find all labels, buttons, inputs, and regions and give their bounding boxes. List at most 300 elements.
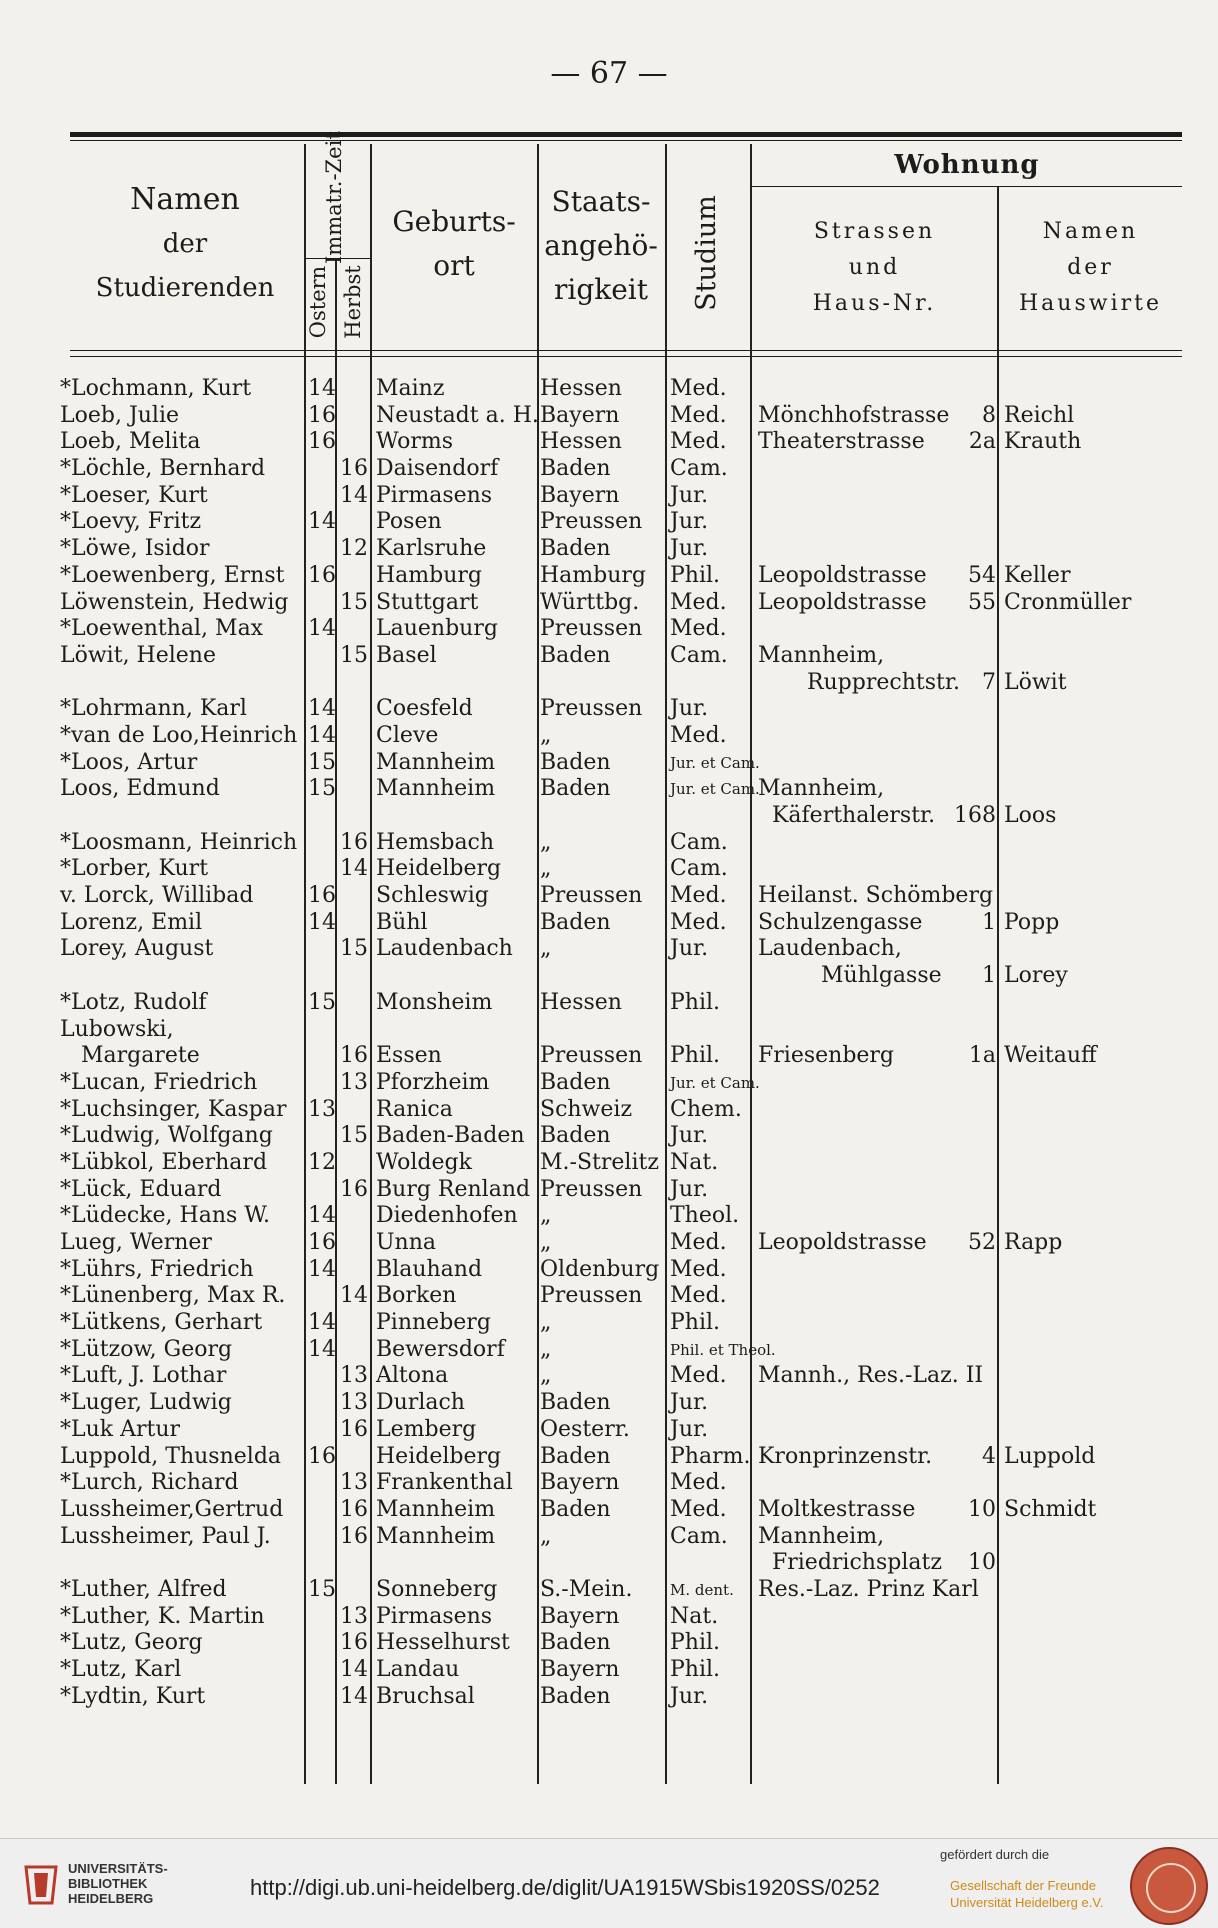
table-row: [0, 1630, 1218, 1657]
table-row: [0, 643, 1218, 670]
citizenship: „: [540, 1363, 552, 1389]
student-name: *Löwe, Isidor: [60, 536, 210, 562]
field-of-study: Phil.: [670, 562, 721, 588]
term-ostern: 12: [308, 1149, 336, 1175]
sponsor-label: gefördert durch die: [940, 1847, 1050, 1862]
field-of-study: Med.: [670, 616, 727, 642]
table-row: [0, 509, 1218, 536]
citizenship: Bayern: [540, 402, 620, 428]
birthplace: Diedenhofen: [376, 1203, 518, 1229]
field-of-study: Med.: [670, 909, 727, 935]
citizenship: Oldenburg: [540, 1256, 660, 1282]
citizenship: Baden: [540, 1630, 611, 1656]
citizenship: Bayern: [540, 1470, 620, 1496]
student-name: v. Lorck, Willibad: [60, 883, 254, 909]
field-of-study: Jur.: [670, 1683, 709, 1709]
street-address: Theaterstrasse: [758, 429, 925, 455]
citizenship: Preussen: [540, 509, 643, 535]
field-of-study: Jur.: [670, 1416, 709, 1442]
header-name-column: Namen der Studierenden: [95, 182, 275, 303]
table-row: [0, 403, 1218, 430]
table-row: [0, 963, 1218, 990]
house-number: 1a: [968, 1043, 996, 1069]
citizenship: Baden: [540, 536, 611, 562]
term-herbst: 15: [340, 936, 368, 962]
birthplace: Posen: [376, 509, 442, 535]
street-address: Rupprechtstr.: [758, 669, 960, 695]
citizenship: Hessen: [540, 429, 622, 455]
table-row: [0, 1123, 1218, 1150]
birthplace: Bewersdorf: [376, 1336, 505, 1362]
term-herbst: 16: [340, 1630, 368, 1656]
birthplace: Mannheim: [376, 776, 496, 802]
house-number: 55: [968, 589, 996, 615]
field-of-study: M. dent.: [670, 1580, 734, 1599]
birthplace: Mannheim: [376, 749, 496, 775]
student-name: *Loosmann, Heinrich: [60, 829, 298, 855]
landlord-name: Keller: [1004, 562, 1071, 588]
birthplace: Pirmasens: [376, 482, 493, 508]
term-ostern: 14: [308, 696, 336, 722]
citizenship: „: [540, 1336, 552, 1362]
header-birthplace: Geburts- ort: [392, 205, 516, 282]
house-number: 10: [968, 1496, 996, 1522]
header-herbst: Herbst: [341, 265, 365, 339]
field-of-study: Cam.: [670, 456, 728, 482]
citizenship: Preussen: [540, 616, 643, 642]
term-ostern: 15: [308, 776, 336, 802]
field-of-study: Med.: [670, 1496, 727, 1522]
citizenship: S.-Mein.: [540, 1576, 633, 1602]
term-herbst: 16: [340, 1416, 368, 1442]
street-address: Moltkestrasse: [758, 1496, 916, 1522]
student-name: *Lucan, Friedrich: [60, 1069, 258, 1095]
landlord-name: Schmidt: [1004, 1496, 1097, 1522]
student-name: *Lübkol, Eberhard: [60, 1149, 268, 1175]
source-url[interactable]: http://digi.ub.uni-heidelberg.de/diglit/UA1915WSbis1920SS/0252: [250, 1875, 880, 1900]
term-herbst: 13: [340, 1363, 368, 1389]
citizenship: Baden: [540, 642, 611, 668]
table-row: [0, 1657, 1218, 1684]
term-herbst: 16: [340, 1176, 368, 1202]
birthplace: Ranica: [376, 1096, 453, 1122]
term-herbst: 16: [340, 829, 368, 855]
birthplace: Durlach: [376, 1390, 465, 1416]
citizenship: Bayern: [540, 1657, 620, 1682]
house-number: 1: [982, 963, 996, 989]
street-address: Mannheim,: [758, 776, 885, 802]
term-herbst: 16: [340, 1496, 368, 1522]
birthplace: Monsheim: [376, 989, 493, 1015]
birthplace: Essen: [376, 1043, 442, 1069]
field-of-study: Nat.: [670, 1149, 719, 1175]
street-address: Leopoldstrasse: [758, 562, 927, 588]
street-address: Friesenberg: [758, 1043, 895, 1069]
student-name: Lorey, August: [60, 936, 214, 962]
table-row: [0, 1524, 1218, 1551]
table-row: [0, 1390, 1218, 1417]
birthplace: Unna: [376, 1230, 436, 1255]
birthplace: Lemberg: [376, 1416, 477, 1442]
street-address: Schulzengasse: [758, 909, 923, 935]
street-address: Friedrichsplatz: [758, 1550, 942, 1576]
field-of-study: Jur. et Cam.: [670, 1073, 760, 1092]
term-ostern: 14: [308, 1336, 336, 1362]
student-name: Loeb, Melita: [60, 429, 201, 455]
landlord-name: Luppold: [1004, 1443, 1096, 1469]
field-of-study: Phil.: [670, 1657, 721, 1682]
student-name: *Loewenthal, Max: [60, 616, 264, 642]
street-address: Käferthalerstr.: [758, 803, 936, 828]
birthplace: Bruchsal: [376, 1683, 475, 1709]
field-of-study: Phil.: [670, 989, 721, 1015]
table-row: [0, 1177, 1218, 1204]
citizenship: Hessen: [540, 989, 622, 1015]
term-ostern: 16: [308, 1230, 336, 1255]
citizenship: Preussen: [540, 1043, 643, 1069]
student-name: *Lührs, Friedrich: [60, 1256, 254, 1282]
street-address: Mönchhofstrasse: [758, 402, 950, 428]
field-of-study: Jur.: [670, 1176, 709, 1202]
table-row: [0, 1363, 1218, 1390]
student-name: *Lorber, Kurt: [60, 856, 209, 882]
birthplace: Woldegk: [376, 1149, 472, 1175]
student-name: *Lutz, Georg: [60, 1630, 203, 1656]
citizenship: Preussen: [540, 696, 643, 722]
citizenship: Preussen: [540, 883, 643, 909]
table-row: [0, 1203, 1218, 1230]
student-name: *Loeser, Kurt: [60, 482, 208, 508]
header-street: Strassen und Haus-Nr.: [812, 219, 937, 316]
citizenship: Württbg.: [540, 589, 640, 615]
field-of-study: Jur.: [670, 936, 709, 962]
header-top-rule-thin: [70, 140, 1182, 141]
birthplace: Schleswig: [376, 883, 489, 909]
table-row: [0, 1017, 1218, 1044]
student-name: *Luger, Ludwig: [60, 1390, 232, 1416]
birthplace: Cleve: [376, 722, 439, 748]
birthplace: Pirmasens: [376, 1603, 493, 1629]
birthplace: Pinneberg: [376, 1310, 491, 1336]
term-ostern: 14: [308, 1310, 336, 1336]
student-name: *Lüdecke, Hans W.: [60, 1203, 271, 1229]
field-of-study: Phil.: [670, 1043, 721, 1069]
table-row: [0, 1550, 1218, 1577]
header-bottom-rule: [70, 350, 1182, 351]
library-logo-icon: [22, 1863, 60, 1907]
field-of-study: Jur.: [670, 1390, 709, 1416]
field-of-study: Med.: [670, 429, 727, 455]
field-of-study: Med.: [670, 589, 727, 615]
header-bottom-rule-2: [70, 356, 1182, 357]
citizenship: Hamburg: [540, 562, 647, 588]
student-name: Luppold, Thusnelda: [60, 1443, 282, 1469]
street-address: Kronprinzenstr.: [758, 1443, 933, 1469]
term-ostern: 14: [308, 909, 336, 935]
citizenship: Preussen: [540, 1176, 643, 1202]
street-address: Res.-Laz. Prinz Karl: [758, 1576, 979, 1602]
birthplace: Daisendorf: [376, 456, 499, 482]
table-row: [0, 590, 1218, 617]
student-name: Loeb, Julie: [60, 402, 180, 428]
student-name: *Ludwig, Wolfgang: [60, 1123, 273, 1149]
citizenship: Schweiz: [540, 1096, 633, 1122]
term-herbst: 13: [340, 1470, 368, 1496]
student-name: Loos, Edmund: [60, 776, 220, 802]
term-herbst: 14: [340, 1683, 368, 1709]
table-row: [0, 429, 1218, 456]
birthplace: Lauenburg: [376, 616, 498, 642]
house-number: 4: [982, 1443, 996, 1469]
header-top-rule: [70, 132, 1182, 137]
field-of-study: Med.: [670, 376, 727, 401]
landlord-name: Rapp: [1004, 1230, 1063, 1255]
table-row: [0, 776, 1218, 803]
citizenship: Baden: [540, 749, 611, 775]
table-row: [0, 670, 1218, 697]
header-wohnung: Wohnung: [894, 150, 1040, 180]
field-of-study: Phil.: [670, 1630, 721, 1656]
student-name: Löwenstein, Hedwig: [60, 589, 289, 615]
field-of-study: Med.: [670, 883, 727, 909]
landlord-name: Popp: [1004, 909, 1060, 935]
student-name: *Löchle, Bernhard: [60, 456, 266, 482]
street-address: Mannheim,: [758, 642, 885, 668]
field-of-study: Jur.: [670, 696, 709, 722]
citizenship: „: [540, 1523, 552, 1549]
term-ostern: 15: [308, 1576, 336, 1602]
house-number: 8: [982, 402, 996, 428]
field-of-study: Cam.: [670, 829, 728, 855]
university-seal-icon: [1130, 1847, 1208, 1925]
street-address: Heilanst. Schömberg: [758, 883, 994, 909]
field-of-study: Med.: [670, 1470, 727, 1496]
student-name: *Luther, Alfred: [60, 1576, 227, 1602]
field-of-study: Cam.: [670, 1523, 728, 1549]
birthplace: Hamburg: [376, 562, 483, 588]
table-row: [0, 1337, 1218, 1364]
citizenship: Bayern: [540, 1603, 620, 1629]
table-row: [0, 1257, 1218, 1284]
table-row: [0, 536, 1218, 563]
birthplace: Borken: [376, 1283, 457, 1309]
student-name: Lubowski,: [60, 1016, 174, 1042]
birthplace: Pforzheim: [376, 1069, 490, 1095]
birthplace: Landau: [376, 1657, 460, 1682]
landlord-name: Lorey: [1004, 963, 1068, 989]
landlord-name: Reichl: [1004, 402, 1075, 428]
header-citizenship: Staats- angehö- rigkeit: [544, 185, 658, 306]
birthplace: Hesselhurst: [376, 1630, 510, 1656]
house-number: 54: [968, 562, 996, 588]
student-name: *Loevy, Fritz: [60, 509, 202, 535]
table-row: [0, 1150, 1218, 1177]
birthplace: Mainz: [376, 376, 445, 401]
birthplace: Karlsruhe: [376, 536, 487, 562]
birthplace: Neustadt a. H.: [376, 402, 539, 428]
birthplace: Worms: [376, 429, 454, 455]
citizenship: Oesterr.: [540, 1416, 630, 1442]
term-herbst: 16: [340, 456, 368, 482]
table-row: [0, 856, 1218, 883]
field-of-study: Jur.: [670, 1123, 709, 1149]
citizenship: Baden: [540, 776, 611, 802]
term-ostern: 15: [308, 989, 336, 1015]
citizenship: Preussen: [540, 1283, 643, 1309]
table-row: [0, 1230, 1218, 1257]
landlord-name: Weitauff: [1004, 1043, 1097, 1069]
table-row: [0, 910, 1218, 937]
table-row: [0, 456, 1218, 483]
field-of-study: Phil.: [670, 1310, 721, 1336]
field-of-study: Med.: [670, 1256, 727, 1282]
citizenship: Baden: [540, 1390, 611, 1416]
house-number: 1: [982, 909, 996, 935]
student-name: *Lützow, Georg: [60, 1336, 233, 1362]
student-name: *Luk Artur: [60, 1416, 181, 1442]
field-of-study: Med.: [670, 722, 727, 748]
citizenship: Baden: [540, 456, 611, 482]
student-name: *Luft, J. Lothar: [60, 1363, 227, 1389]
field-of-study: Jur.: [670, 536, 709, 562]
street-address: Mannheim,: [758, 1523, 885, 1549]
house-number: 7: [982, 669, 996, 695]
wohnung-split-rule: [750, 186, 1182, 187]
landlord-name: Löwit: [1004, 669, 1067, 695]
student-name: Lussheimer,Gertrud: [60, 1496, 284, 1522]
citizenship: Baden: [540, 1069, 611, 1095]
citizenship: „: [540, 829, 552, 855]
birthplace: Heidelberg: [376, 1443, 502, 1469]
student-name: *Lünenberg, Max R.: [60, 1283, 286, 1309]
term-herbst: 14: [340, 482, 368, 508]
table-row: [0, 936, 1218, 963]
table-row: [0, 883, 1218, 910]
table-row: [0, 1577, 1218, 1604]
student-name: *Lohrmann, Karl: [60, 696, 247, 722]
table-row: [0, 723, 1218, 750]
birthplace: Burg Renland: [376, 1176, 531, 1202]
term-ostern: 16: [308, 402, 336, 428]
student-name: *Lutz, Karl: [60, 1657, 182, 1682]
header-ostern: Ostern: [306, 265, 330, 339]
table-row: [0, 616, 1218, 643]
student-name: Lussheimer, Paul J.: [60, 1523, 271, 1549]
table-row: [0, 1283, 1218, 1310]
student-name: *Loos, Artur: [60, 749, 198, 775]
term-ostern: 14: [308, 722, 336, 748]
table-row: [0, 1470, 1218, 1497]
table-row: [0, 990, 1218, 1017]
term-ostern: 14: [308, 376, 336, 401]
table-row: [0, 1097, 1218, 1124]
student-name: *van de Loo,Heinrich: [60, 722, 298, 748]
field-of-study: Cam.: [670, 856, 728, 882]
citizenship: Baden: [540, 1123, 611, 1149]
citizenship: Baden: [540, 1683, 611, 1709]
citizenship: „: [540, 856, 552, 882]
sponsor-name: Gesellschaft der Freunde Universität Heidelberg e.V.: [950, 1878, 1104, 1910]
birthplace: Mannheim: [376, 1523, 496, 1549]
field-of-study: Nat.: [670, 1603, 719, 1629]
field-of-study: Jur.: [670, 509, 709, 535]
street-address: Laudenbach,: [758, 936, 902, 962]
field-of-study: Jur. et Cam.: [670, 753, 760, 772]
citizenship: Baden: [540, 1496, 611, 1522]
table-row: [0, 1444, 1218, 1471]
student-name: *Lochmann, Kurt: [60, 376, 252, 401]
term-ostern: 16: [308, 883, 336, 909]
student-table: [0, 376, 1218, 1710]
birthplace: Laudenbach: [376, 936, 513, 962]
birthplace: Stuttgart: [376, 589, 479, 615]
term-herbst: 14: [340, 1283, 368, 1309]
term-ostern: 14: [308, 509, 336, 535]
student-name: *Lütkens, Gerhart: [60, 1310, 263, 1336]
term-ostern: 13: [308, 1096, 336, 1122]
term-herbst: 14: [340, 1657, 368, 1682]
field-of-study: Med.: [670, 1230, 727, 1255]
table-row: [0, 696, 1218, 723]
house-number: 2a: [968, 429, 996, 455]
landlord-name: Loos: [1004, 803, 1057, 828]
student-name: Löwit, Helene: [60, 642, 216, 668]
term-herbst: 12: [340, 536, 368, 562]
student-name: *Loewenberg, Ernst: [60, 562, 285, 588]
citizenship: „: [540, 1230, 552, 1255]
term-herbst: 15: [340, 589, 368, 615]
citizenship: „: [540, 936, 552, 962]
table-row: [0, 1497, 1218, 1524]
table-row: [0, 1043, 1218, 1070]
table-row: [0, 803, 1218, 830]
term-herbst: 13: [340, 1069, 368, 1095]
student-name: *Lotz, Rudolf: [60, 989, 207, 1015]
student-name: *Luchsinger, Kaspar: [60, 1096, 287, 1122]
house-number: 10: [968, 1550, 996, 1576]
student-name: Lorenz, Emil: [60, 909, 203, 935]
birthplace: Mannheim: [376, 1496, 496, 1522]
birthplace: Coesfeld: [376, 696, 473, 722]
citizenship: „: [540, 1310, 552, 1336]
field-of-study: Pharm.: [670, 1443, 751, 1469]
term-herbst: 13: [340, 1390, 368, 1416]
house-number: 52: [968, 1230, 996, 1255]
citizenship: Baden: [540, 1443, 611, 1469]
library-name: UNIVERSITÄTS- BIBLIOTHEK HEIDELBERG: [68, 1861, 168, 1906]
field-of-study: Phil. et Theol.: [670, 1340, 776, 1359]
term-herbst: 16: [340, 1523, 368, 1549]
street-address: Mühlgasse: [758, 963, 942, 989]
field-of-study: Jur.: [670, 482, 709, 508]
birthplace: Hemsbach: [376, 829, 495, 855]
field-of-study: Med.: [670, 1283, 727, 1309]
student-name: *Lydtin, Kurt: [60, 1683, 206, 1709]
table-row: [0, 1604, 1218, 1631]
table-row: [0, 1417, 1218, 1444]
student-name: *Luther, K. Martin: [60, 1603, 265, 1629]
term-herbst: 13: [340, 1603, 368, 1629]
birthplace: Bühl: [376, 909, 428, 935]
term-ostern: 14: [308, 616, 336, 642]
birthplace: Blauhand: [376, 1256, 483, 1282]
street-address: Mannh., Res.-Laz. II: [758, 1363, 984, 1389]
citizenship: „: [540, 1203, 552, 1229]
student-name: Margarete: [60, 1043, 200, 1069]
term-herbst: 16: [340, 1043, 368, 1069]
table-row: [0, 1310, 1218, 1337]
term-herbst: 14: [340, 856, 368, 882]
